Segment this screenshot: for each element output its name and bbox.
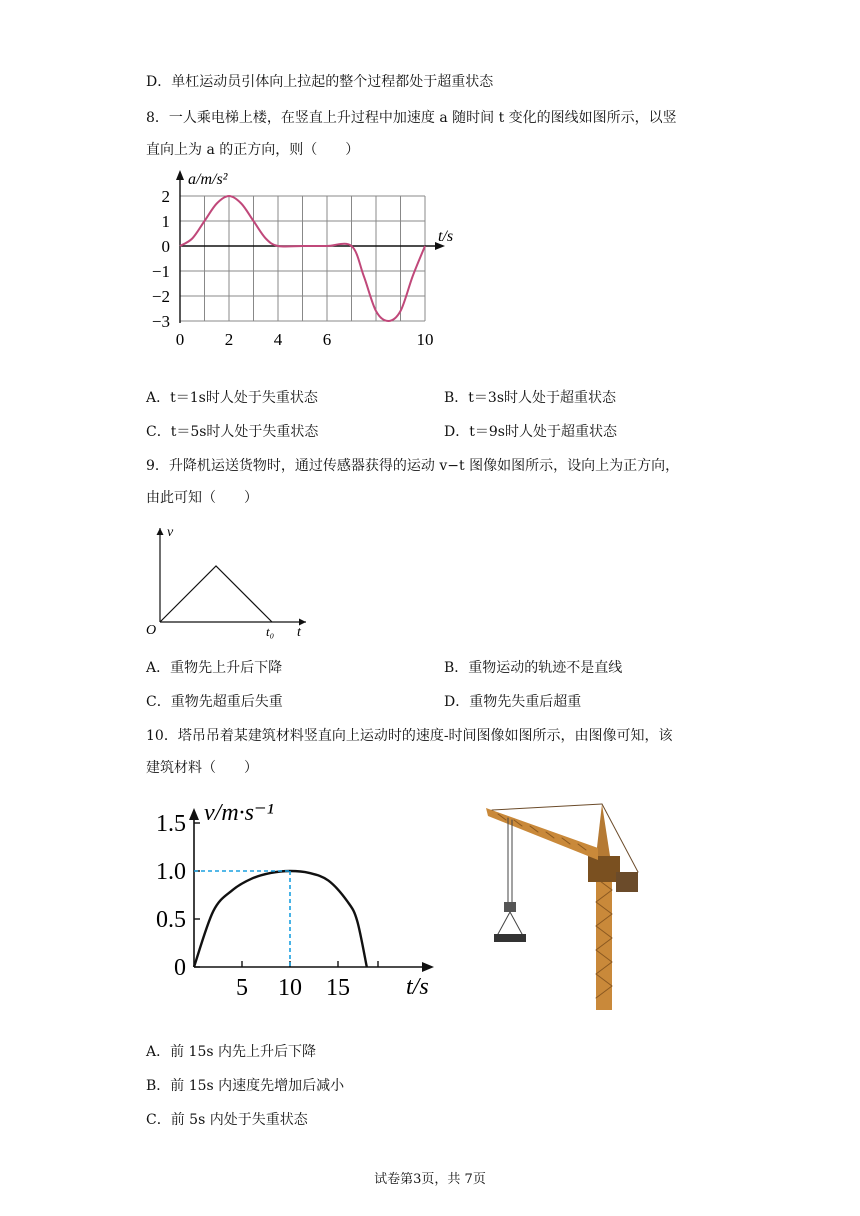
q8-stem-line2: 直向上为 a 的正方向，则（ ） — [146, 142, 360, 158]
velocity-line — [160, 566, 272, 622]
x-axis-label: t/s — [406, 974, 429, 1000]
q10-option-c: C．前 5s 内处于失重状态 — [146, 1112, 308, 1128]
y-tick-label: 1 — [161, 212, 170, 231]
q9-stem-line1: 9．升降机运送货物时，通过传感器获得的运动 v−t 图像如图所示，设向上为正方向， — [146, 458, 680, 474]
q10-option-b: B．前 15s 内速度先增加后减小 — [146, 1078, 345, 1094]
x-axis-label: t/s — [438, 228, 454, 245]
page-footer: 试卷第3页，共 7页 — [374, 1172, 486, 1187]
q9-option-d: D．重物先失重后超重 — [444, 694, 582, 710]
q8-option-d: D．t＝9s时人处于超重状态 — [444, 424, 617, 440]
q8-option-c: C．t＝5s时人处于失重状态 — [146, 424, 319, 440]
q7-option-d: D．单杠运动员引体向上拉起的整个过程都处于超重状态 — [146, 74, 494, 90]
y-tick-label: 0 — [174, 955, 186, 981]
velocity-curve — [194, 871, 367, 967]
y-tick-label: 1.0 — [156, 859, 186, 885]
y-tick-label: 0.5 — [156, 907, 186, 933]
q8-stem-line1: 8．一人乘电梯上楼，在竖直上升过程中加速度 a 随时间 t 变化的图线如图所示，以竖 — [146, 110, 677, 126]
x-axis-label: t — [297, 625, 301, 640]
y-tick-label: −3 — [151, 312, 170, 331]
x-tick-label: 15 — [326, 975, 350, 1001]
x-axis-arrow — [422, 962, 434, 972]
q9-option-a: A．重物先上升后下降 — [146, 660, 283, 676]
y-axis-label: v — [167, 525, 174, 540]
x-tick-label: 0 — [175, 330, 185, 349]
y-axis-arrow — [189, 808, 199, 820]
y-tick-label: 2 — [161, 187, 170, 206]
q10-stem-line1: 10．塔吊吊着某建筑材料竖直向上运动时的速度-时间图像如图所示，由图像可知，该 — [146, 728, 673, 744]
x-tick-label: 5 — [236, 975, 248, 1001]
t0-label: t₀ — [266, 624, 275, 639]
q9-option-c: C．重物先超重后失重 — [146, 694, 283, 710]
y-tick-label: 1.5 — [156, 811, 186, 837]
q8-option-a: A．t＝1s时人处于失重状态 — [146, 390, 318, 406]
chart-grid — [180, 196, 425, 321]
y-tick-label: −2 — [151, 287, 170, 306]
y-axis-label: v/m·s⁻¹ — [204, 800, 274, 826]
y-tick-label: 0 — [161, 237, 170, 256]
y-axis-label: a/m/s² — [188, 171, 228, 188]
x-tick-label: 4 — [273, 330, 283, 349]
q10-option-a: A．前 15s 内先上升后下降 — [146, 1044, 317, 1060]
x-tick-label: 10 — [416, 330, 434, 349]
q9-option-b: B．重物运动的轨迹不是直线 — [444, 660, 623, 676]
x-tick-label: 6 — [322, 330, 332, 349]
x-tick-label: 2 — [224, 330, 234, 349]
tower-crane-image — [478, 798, 648, 1013]
q10-stem-line2: 建筑材料（ ） — [146, 760, 258, 776]
q9-velocity-chart — [140, 518, 320, 648]
y-axis-arrow — [176, 170, 184, 180]
x-tick-label: 10 — [278, 975, 302, 1001]
q8-acceleration-chart — [148, 166, 468, 356]
q9-stem-line2: 由此可知（ ） — [146, 490, 258, 506]
q8-option-b: B．t＝3s时人处于超重状态 — [444, 390, 617, 406]
y-tick-label: −1 — [151, 262, 170, 281]
q10-velocity-chart — [140, 790, 450, 1005]
origin-label: O — [146, 623, 157, 638]
